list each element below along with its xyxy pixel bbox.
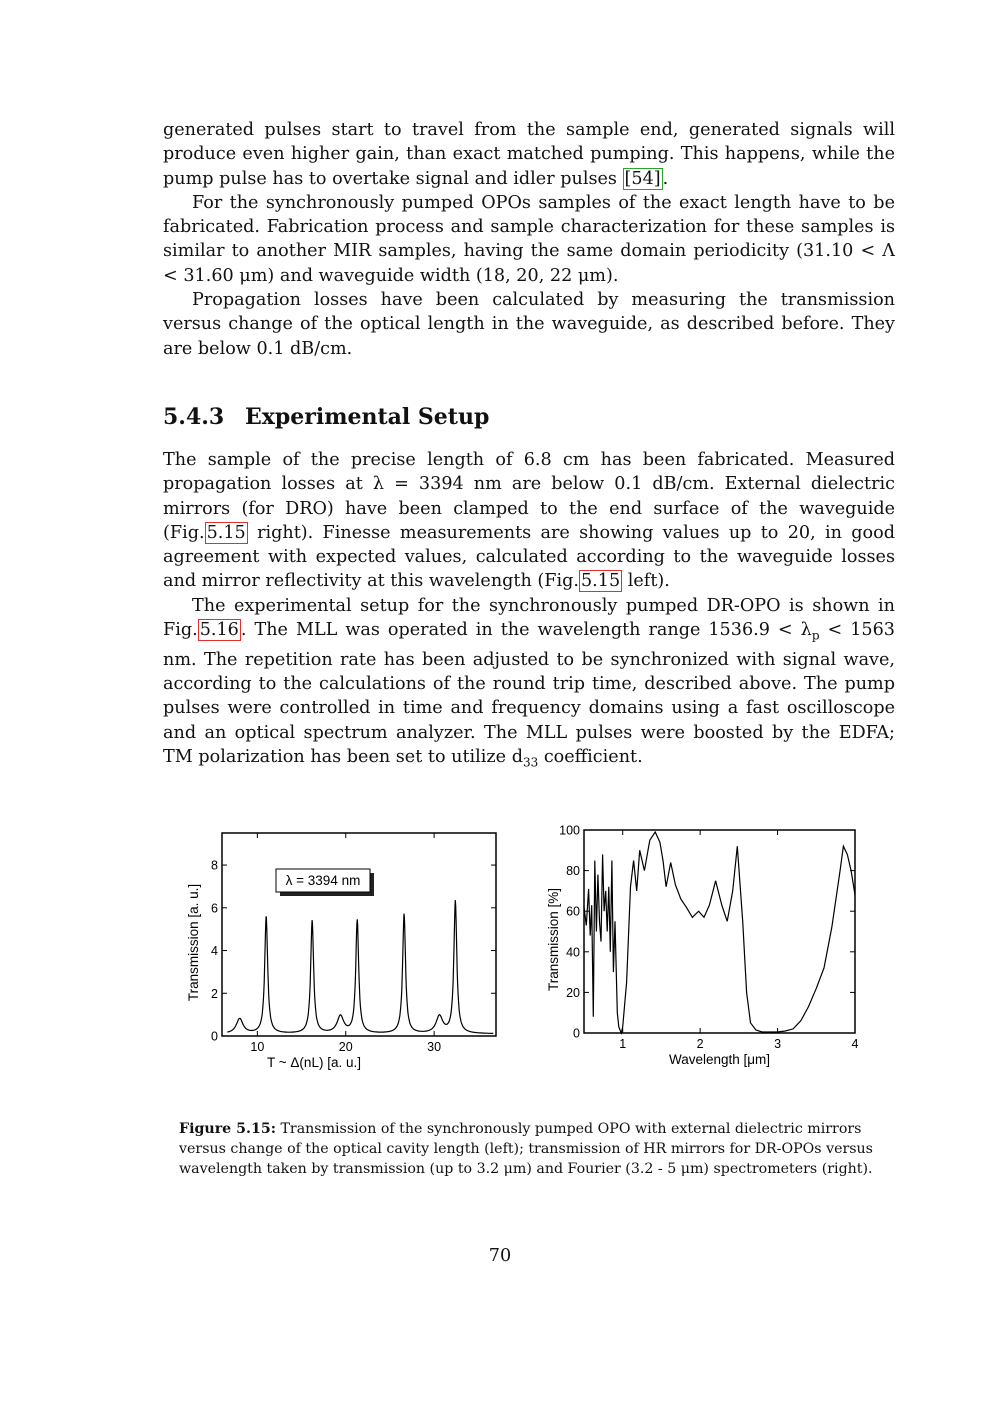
series-line-left [227, 900, 493, 1033]
section-title: Experimental Setup [245, 404, 490, 430]
paragraph-5-text-d: coefficient. [538, 747, 643, 768]
y-tick-label-left: 2 [211, 986, 218, 1001]
y-tick-label-right: 100 [559, 823, 580, 838]
paragraph-5-text-b: . The MLL was operated in the wavelength range 1536.9 < λ [240, 620, 812, 641]
page-number: 70 [488, 1246, 512, 1266]
paragraph-1-text: generated pulses start to travel from the sample end, generated signals will produce even higher gain, than exact matched pumping. This happens, while the pump pulse has to overtake signal and idler pulses [163, 120, 895, 189]
paragraph-3: Propagation losses have been calculated by measuring the transmission versus change of the optical length in the waveguide, as described before. They are below 0.1 dB/cm. [163, 290, 895, 359]
body-text-block-2 [163, 448, 895, 775]
figure-5-15 [178, 818, 868, 1080]
y-tick-label-left: 0 [211, 1029, 218, 1044]
y-tick-label-left: 4 [211, 944, 218, 959]
y-axis-label-left: Transmission [a. u.] [186, 883, 201, 1002]
x-tick-label-right: 4 [851, 1037, 859, 1051]
paragraph-4-text-c: left). [622, 571, 670, 592]
subscript-p: p [811, 628, 820, 643]
y-tick-label-left: 8 [211, 858, 218, 873]
paragraph-2: For the synchronously pumped OPOs samples of the exact length have to be fabricated. Fabrication process and sample characterization for these samples is similar to another MIR samples, having the same domain periodicity (31.10 < Λ < 31.60 μm) and waveguide width (18, 20, 22 μm). [163, 192, 895, 286]
paragraph-5-text-a: The experimental setup for the synchronously pumped DR-OPO is shown in Fig. [163, 595, 895, 641]
figure-link-5-15-right[interactable]: 5.15 [206, 522, 246, 543]
section-heading [163, 404, 489, 430]
chart-left [186, 833, 496, 1070]
x-tick-label-left: 10 [250, 1040, 265, 1054]
body-text-block-1 [163, 118, 895, 361]
x-tick-label-right: 2 [696, 1037, 704, 1051]
x-axis-label-right: Wavelength [μm] [668, 1052, 771, 1067]
paragraph-4 [163, 448, 895, 594]
y-axis-label-right: Transmission [%] [546, 887, 561, 992]
series-line-right [584, 832, 855, 1033]
x-tick-label-left: 30 [427, 1040, 442, 1054]
y-tick-label-left: 6 [211, 901, 218, 916]
x-axis-label-left: T ~ Δ(nL) [a. u.] [267, 1055, 361, 1070]
paragraph-1 [163, 118, 895, 191]
paragraph-5-text-c: < 1563 nm. The repetition rate has been adjusted to be synchronized with signal wave, according to the calculations of the round trip time, described above. The pump pulses were controlled in time and frequency domains using a fast oscilloscope and an optical spectrum analyzer. The MLL pulses were boosted by the EDFA; TM polarization has been set to utilize d [163, 620, 895, 768]
caption-text: Transmission of the synchronously pumped OPO with external dielectric mirrors versus change of the optical cavity length (left); transmission of HR mirrors for DR-OPOs versus wavelength taken by transmission (up to 3.2 μm) and Fourier (3.2 - 5 μm) spectrometers (right). [179, 1121, 873, 1177]
citation-link-54[interactable]: [54] [624, 168, 661, 189]
subscript-33: 33 [522, 755, 539, 770]
caption-label: Figure 5.15: [179, 1121, 276, 1137]
y-tick-label-right: 20 [566, 985, 580, 1000]
y-tick-label-right: 0 [573, 1026, 580, 1041]
y-tick-label-right: 80 [566, 864, 580, 879]
x-tick-label-left: 20 [338, 1040, 353, 1054]
figure-graphic [178, 818, 868, 1080]
figure-link-5-15-left[interactable]: 5.15 [580, 571, 621, 592]
paragraph-1-end: . [662, 168, 669, 189]
section-number: 5.4.3 [163, 404, 225, 430]
y-tick-label-right: 60 [566, 904, 580, 919]
paragraph-5 [163, 594, 895, 775]
paragraph-4-text-b: right). Finesse measurements are showing values up to 20, in good agreement with expected values, calculated according to the waveguide losses and mirror reflectivity at this wavelength (Fig. [163, 522, 895, 592]
y-tick-label-right: 40 [566, 945, 580, 960]
paragraph-4-text-a: The sample of the precise length of 6.8 cm has been fabricated. Measured propagation losses at λ = 3394 nm are below 0.1 dB/cm. External dielectric mirrors (for DRO) have been clamped to the end surface of the waveguide (Fig. [163, 450, 895, 543]
annotation-label: λ = 3394 nm [285, 873, 361, 888]
figure-link-5-16[interactable]: 5.16 [199, 620, 239, 641]
x-tick-label-right: 3 [774, 1037, 782, 1051]
chart-right [546, 824, 859, 1068]
figure-caption [179, 1119, 882, 1179]
x-tick-label-right: 1 [619, 1037, 627, 1051]
